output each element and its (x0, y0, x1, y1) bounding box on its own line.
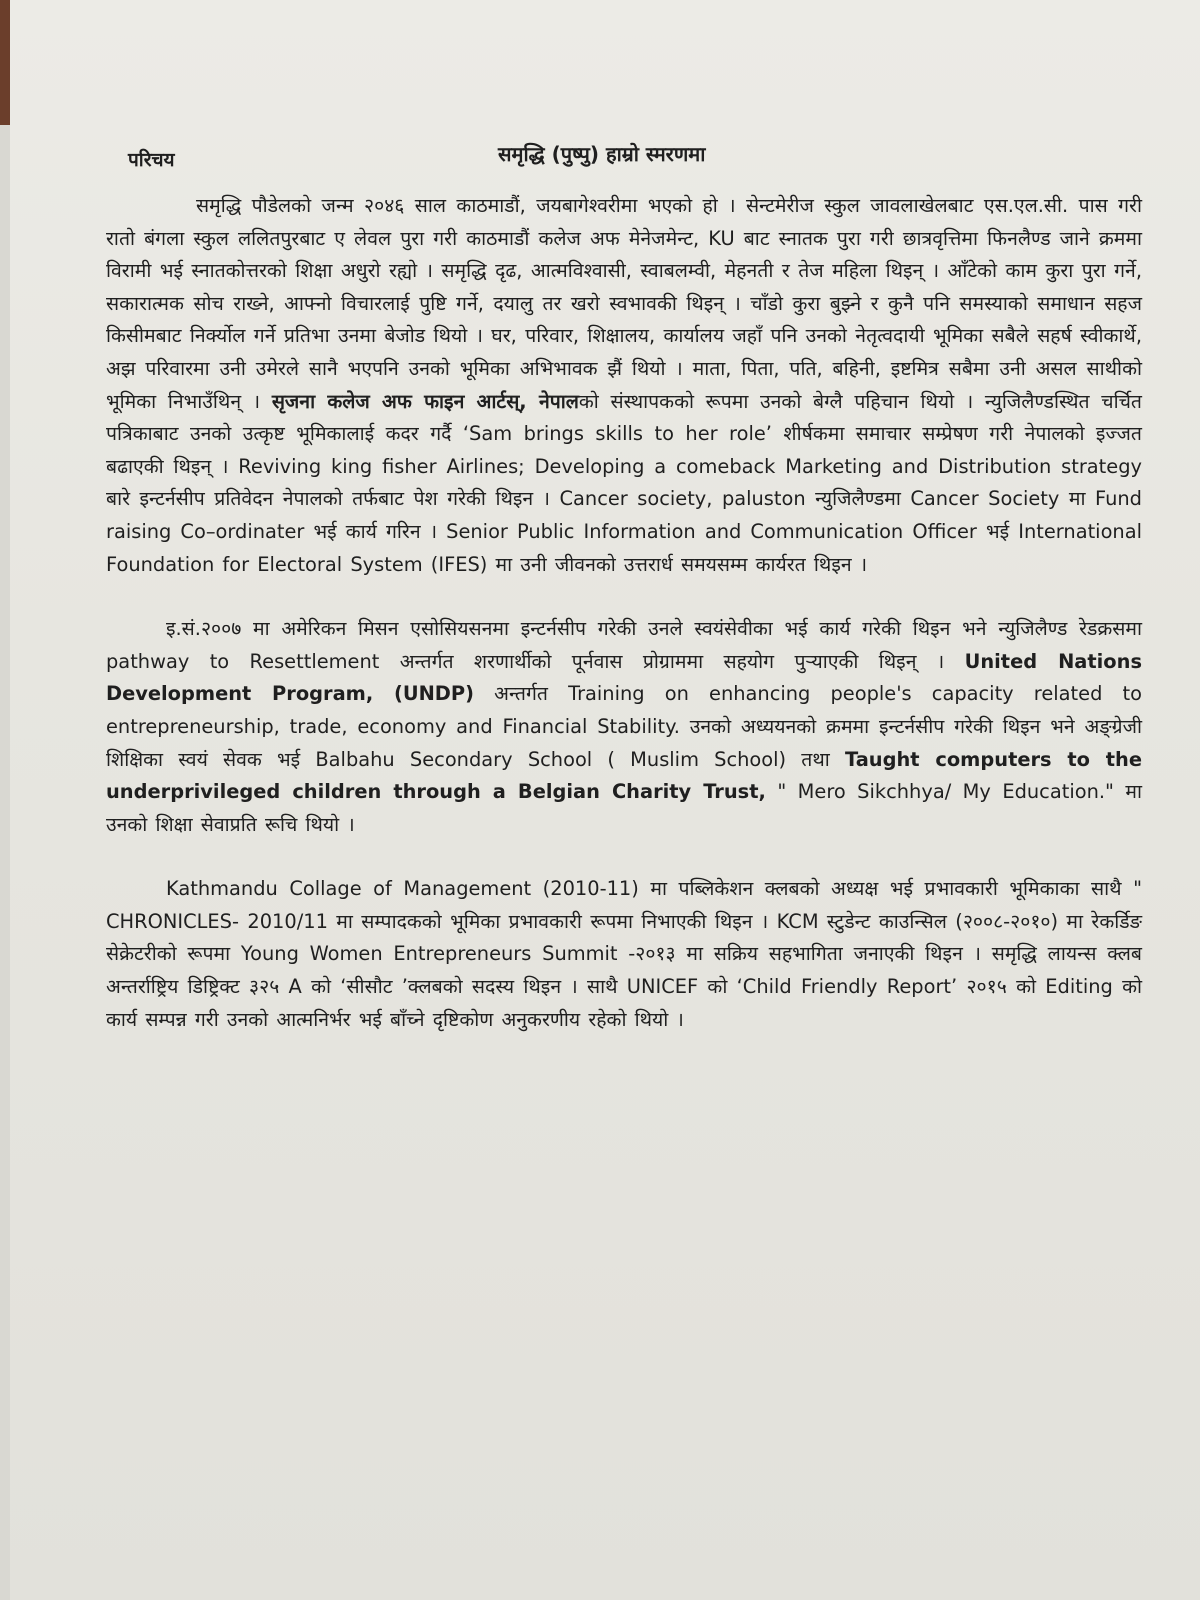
college-name-bold: सृजना कलेज अफ फाइन आर्टस्, नेपाल (271, 389, 579, 413)
paragraph-1 (106, 190, 1142, 581)
undp-bold: United Nations Development Program, (UNDP) (106, 649, 1142, 706)
paragraph-2-text-1: इ.सं.२००७ मा अमेरिकन मिसन एसोसियसनमा इन्टर्नसीप गरेकी उनले स्वयंसेवीका भई कार्य गरेकी थिइन भने न्युजिलैण्ड रेडक्रसमा pathway to Resettlement अन्तर्गत शरणार्थीको पूर्नवास प्रोग्राममा सहयोग पुऱ्याएकी थिइन् । (106, 617, 1142, 673)
paragraph-3 (106, 873, 1142, 1036)
paragraph-1-text-1: समृद्धि पौडेलको जन्म २०४६ साल काठमाडौं, जयबागेश्वरीमा भएको हो । सेन्टमेरीज स्कुल जावलाखेलबाट एस.एल.सी. पास गरी रातो बंगला स्कुल ललितपुरबाट ए लेवल पुरा गरी काठमाडौं कलेज अफ मेनेजमेन्ट, KU बाट स्नातक पुरा गरी छात्रवृत्तिमा फिनलैण्ड जाने क्रममा विरामी भई स्नातकोत्तरको शिक्षा अधुरो रह्यो । समृद्धि दृढ, आत्मविश्वासी, स्वाबलम्वी, मेहनती र तेज महिला थिइन् । आँटेको काम कुरा पुरा गर्ने, सकारात्मक सोच राख्ने, आफ्नो विचारलाई पुष्टि गर्ने, दयालु तर खरो स्वभावकी थिइन् । चाँडो कुरा बुझ्ने र कुनै पनि समस्याको समाधान सहज किसीमबाट निर्क्योल गर्ने प्रतिभा उनमा बेजोड थियो । घर, परिवार, शिक्षालय, कार्यालय जहाँ पनि उनको नेतृत्वदायी भूमिका सबैले सहर्ष स्वीकार्थे, अझ परिवारमा उनी उमेरले सानै भएपनि उनको भूमिका अभिभावक झैं थियो । माता, पिता, पति, बहिनी, इष्टमित्र सबैमा उनी असल साथीको भूमिका निभाउँथिन् । (106, 194, 1142, 413)
charity-trust-bold: Taught computers to the underprivileged children through a Belgian Charity Trust, (106, 747, 1142, 804)
paragraph-3-text-1: Kathmandu Collage of Management (2010-11) मा पब्लिकेशन क्लबको अध्यक्ष भई प्रभावकारी भूमिकाका साथै " CHRONICLES- 2010/11 मा सम्पादकको भूमिका प्रभावकारी रूपमा निभाएकी थिइन । KCM स्टुडेन्ट काउन्सिल (२००८-२०१०) मा रेकर्डिङ सेक्रेटरीको रूपमा Young Women Entrepreneurs Summit -२०१३ मा सक्रिय सहभागिता जनाएकी थिइन । समृद्धि लायन्स क्लब अन्तर्राष्ट्रिय डिष्ट्रिक्ट ३२५ A को ‘सीसौट ’क्लबको सदस्य थिइन । साथै UNICEF को ‘Child Friendly Report’ २०१५ को Editing को कार्य सम्पन्न गरी उनको आत्मनिर्भर भई बाँच्ने दृष्टिकोण अनुकरणीय रहेको थियो । (106, 877, 1142, 1031)
document-page (10, 0, 1200, 1600)
paragraph-2-text-3: " Mero Sikchhya/ My Education." मा उनको शिक्षा सेवाप्रति रूचि थियो । (106, 780, 1143, 836)
paragraph-1-text-2: को संस्थापकको रूपमा उनको बेग्लै पहिचान थियो । न्युजिलैण्डस्थित चर्चित पत्रिकाबाट उनको उत्कृष्ट भूमिकालाई कदर गर्दै ‘Sam brings skills to her role’ शीर्षकमा समाचार सम्प्रेषण गरी नेपालको इज्जत बढाएकी थिइन् । Reviving king fisher Airlines; Developing a comeback Marketing and Distribution strategy बारे इन्टर्नसीप प्रतिवेदन नेपालको तर्फबाट पेश गरेकी थिइन । Cancer society, paluston न्युजिलैण्डमा Cancer Society मा Fund raising Co–ordinater भई कार्य गरिन । Senior Public Information and Communication Officer भई International Foundation for Electoral System (IFES) मा उनी जीवनको उत्तरार्ध समयसम्म कार्यरत थिइन । (106, 389, 1142, 576)
paragraph-2 (106, 613, 1142, 841)
document-header (106, 140, 1142, 176)
section-label: परिचय (128, 149, 175, 171)
paragraph-2-text-2: अन्तर्गत Training on enhancing people's capacity related to entrepreneurship, trade, economy and Financial Stability. उनको अध्ययनको क्रममा इन्टर्नसीप गरेकी थिइन भने अङ्ग्रेजी शिक्षिका स्वयं सेवक भई Balbahu Secondary School ( Muslim School) तथा (106, 682, 1142, 771)
document-title: समृद्धि (पुष्पु) हाम्रो स्मरणमा (498, 142, 706, 166)
